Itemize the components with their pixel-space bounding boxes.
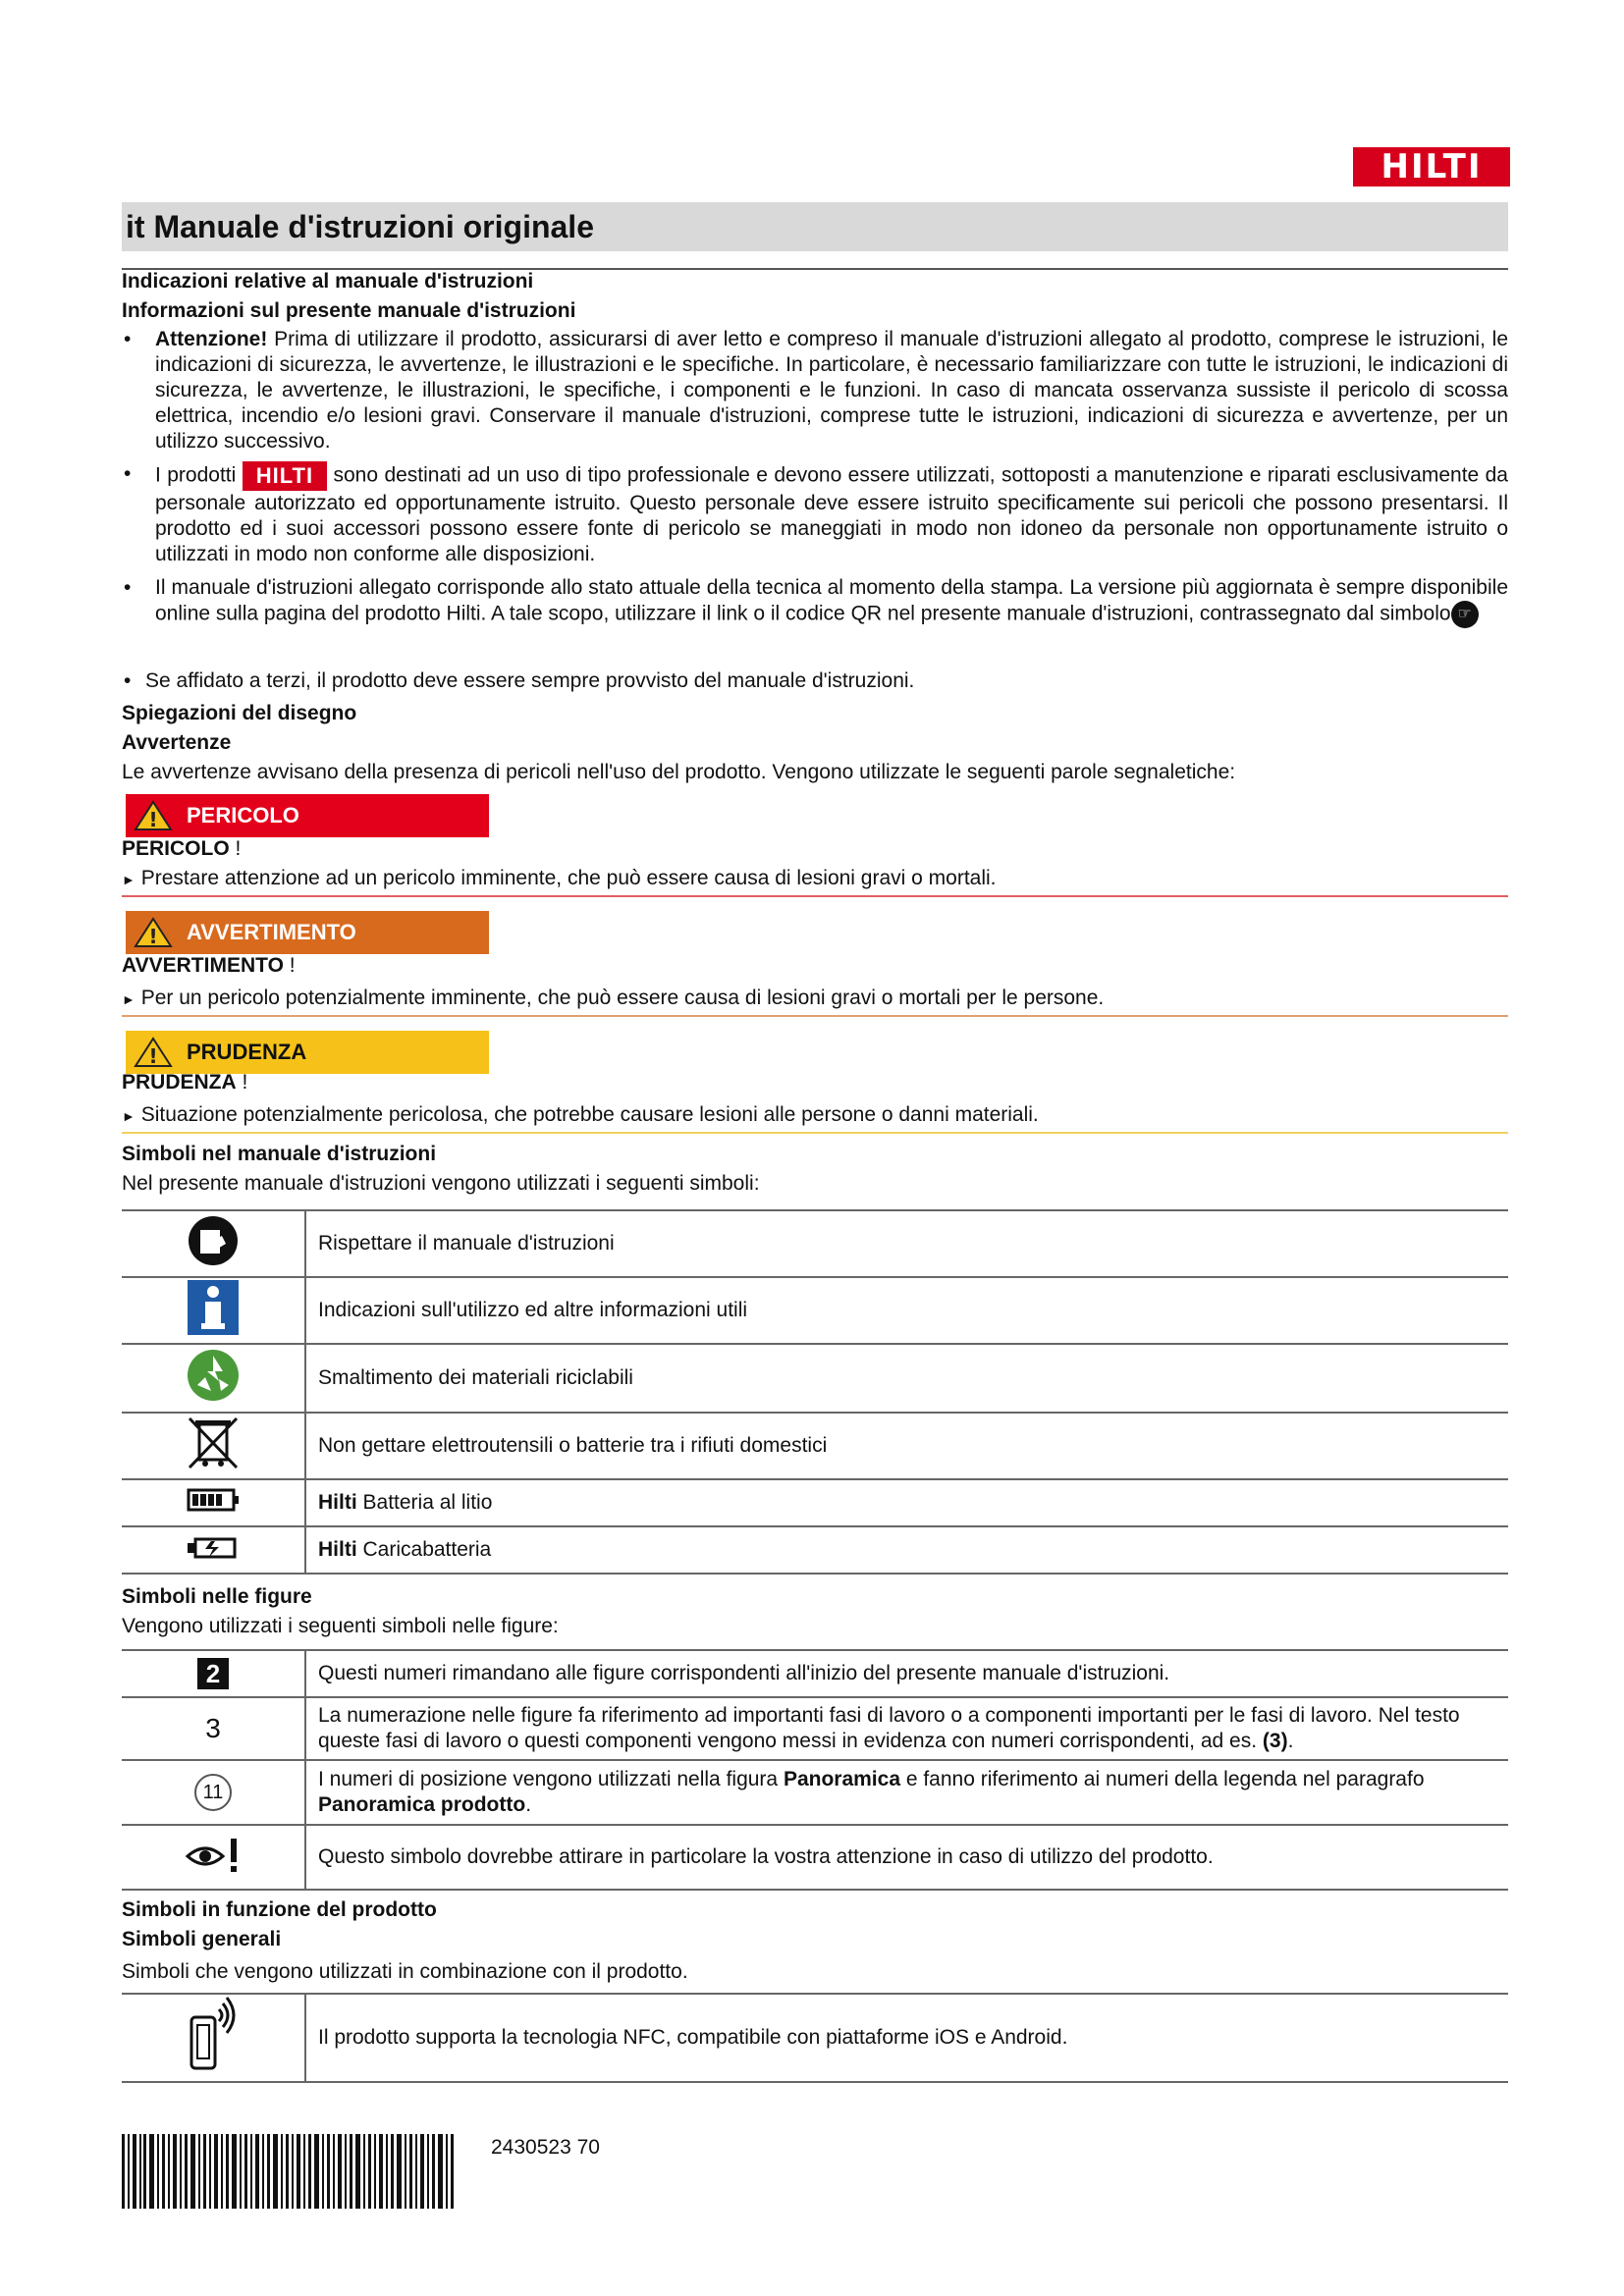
bullet4-text: Se affidato a terzi, il prodotto deve essere sempre provvisto del manuale d'istruzioni. (145, 669, 915, 692)
figure-number-icon: 2 (197, 1658, 229, 1689)
bullet3-text: Il manuale d'istruzioni allegato corrisponde allo stato attuale della tecnica al momento della stampa. La versione più aggiornata è sempre disponibile online sulla pagina del prodotto Hilti. A tale scopo, utilizzare il link o il codice QR nel presente manuale d'istruzioni, contrassegnato dal simbolo (155, 576, 1508, 625)
hilti-inline-logo: HILTI (243, 461, 327, 491)
list-item: • Il manuale d'istruzioni allegato corrisponde allo stato attuale della tecnica al momento della stampa. La versione più aggiornata è sempre disponibile online sulla pagina del prodotto Hilti. A tale scopo, utilizzare il link o il codice QR nel presente manuale d'istruzioni, contrassegnato dal simbolo ☞ (122, 575, 1508, 628)
warning-text: Situazione potenzialmente pericolosa, che potrebbe causare lesioni alle persone o danni materiali. (140, 1103, 1039, 1126)
document-number: 2430523 70 (491, 2136, 600, 2159)
bullet2-pre: I prodotti (155, 463, 243, 487)
nfc-phone-icon (184, 1996, 243, 2074)
bullet1-text: Prima di utilizzare il prodotto, assicurarsi di aver letto e compreso il manuale d'istruzioni allegato al prodotto, comprese le istruzioni, le indicazioni di sicurezza, le avvertenze, le illustrazioni e le specifiche. In particolare, è necessario familiarizzare con tutte le istruzioni, le indicazioni di sicurezza, le avvertenze, le illustrazioni, le specifiche, i componenti e le funzioni. In caso di mancata osservanza sussiste il pericolo di scossa elettrica, incendio e/o lesioni gravi. Conservare il manuale d'istruzioni, comprese tutte le istruzioni, indicazioni di sicurezza e avvertenze, per un utilizzo successivo. (155, 328, 1508, 453)
warning-triangle-icon (134, 1037, 173, 1068)
warning-word-line (122, 953, 1508, 979)
charger-icon (186, 1533, 241, 1561)
table-row (122, 1825, 1508, 1890)
table-cell-text: Non gettare elettroutensili o batterie tra i rifiuti domestici (305, 1413, 1508, 1479)
warning-text: Prestare attenzione ad un pericolo imminente, che può essere causa di lesioni gravi o mortali. (140, 867, 997, 889)
warning-banner-pericolo (126, 794, 489, 837)
warning-word: PRUDENZA (122, 1071, 237, 1094)
svg-text:!: ! (148, 925, 158, 948)
svg-text:!: ! (148, 1044, 158, 1068)
bullet1-strong: Attenzione! (155, 328, 268, 350)
table-cell-icon (122, 1526, 305, 1574)
list-item: • Se affidato a terzi, il prodotto deve essere sempre provvisto del manuale d'istruzioni. (122, 668, 1508, 694)
table-row (122, 1344, 1508, 1413)
table-row (122, 1697, 1508, 1760)
table-cell-icon (122, 1825, 305, 1890)
warning-banner-prudenza (126, 1031, 489, 1074)
info-icon (188, 1280, 239, 1335)
table-cell-icon (122, 1994, 305, 2082)
symbols-manual-table (122, 1209, 1508, 1575)
table-cell-icon (122, 1479, 305, 1526)
heading-simboli-figure: Simboli nelle figure (122, 1585, 312, 1608)
divider (122, 895, 1508, 897)
table-cell-icon (122, 1697, 305, 1760)
table-row (122, 1650, 1508, 1697)
table-cell-text: Hilti Caricabatteria (305, 1526, 1508, 1574)
manual-icon (187, 1214, 240, 1267)
table-cell-icon (122, 1760, 305, 1825)
avvertenze-intro: Le avvertenze avvisano della presenza di pericoli nell'uso del prodotto. Vengono utilizzate le seguenti parole segnaletiche: (122, 761, 1236, 783)
heading-simboli-manuale: Simboli nel manuale d'istruzioni (122, 1143, 437, 1165)
attention-eye-icon (184, 1835, 243, 1874)
heading-spiegazioni: Spiegazioni del disegno (122, 702, 357, 724)
warning-word: PERICOLO (122, 837, 230, 860)
bullet2-text: sono destinati ad un uso di tipo professionale e devono essere utilizzati, sottoposti a manutenzione e riparati esclusivamente da personale autorizzato ed opportunamente istruito. Questo personale deve essere istruito specificamente sui pericoli che possono presentarsi. Il prodotto ed i suoi accessori possono essere fonte di pericolo se maneggiati in modo non idoneo da personale non opportunamente istruito o utilizzati in modo non conforme alle disposizioni. (155, 463, 1508, 565)
heading-avvertenze: Avvertenze (122, 731, 232, 754)
table-cell-text: La numerazione nelle figure fa riferimento ad importanti fasi di lavoro o a componenti importanti per le fasi di lavoro. Nel testo queste fasi di lavoro o questi componenti vengono messi in evidenza con numeri corrispondenti, ad es. (3). (305, 1697, 1508, 1760)
table-row (122, 1413, 1508, 1479)
table-row (122, 1277, 1508, 1344)
barcode-image (122, 2134, 458, 2209)
heading-simboli-generali: Simboli generali (122, 1928, 282, 1950)
table-cell-text: Il prodotto supporta la tecnologia NFC, compatibile con piattaforme iOS e Android. (305, 1994, 1508, 2082)
manual-icon: ☞ (1451, 601, 1479, 628)
table-cell-text: Questi numeri rimandano alle figure corrispondenti all'inizio del presente manuale d'istruzioni. (305, 1650, 1508, 1697)
warning-text-line: ► Prestare attenzione ad un pericolo imminente, che può essere causa di lesioni gravi o mortali. (122, 867, 997, 889)
table-cell-text: Indicazioni sull'utilizzo ed altre informazioni utili (305, 1277, 1508, 1344)
warning-text: Per un pericolo potenzialmente imminente, che può essere causa di lesioni gravi o mortali per le persone. (140, 987, 1105, 1009)
table-cell-text: Rispettare il manuale d'istruzioni (305, 1210, 1508, 1277)
table-cell-icon (122, 1277, 305, 1344)
warning-banner-avvertimento (126, 911, 489, 954)
table-cell-text: I numeri di posizione vengono utilizzati nella figura Panoramica e fanno riferimento ai numeri della legenda nel paragrafo Panoramica prodotto. (305, 1760, 1508, 1825)
warning-triangle-icon (134, 800, 173, 831)
warning-triangle-icon (134, 917, 173, 948)
table-row (122, 1479, 1508, 1526)
simboli-figure-intro: Vengono utilizzati i seguenti simboli nelle figure: (122, 1615, 559, 1637)
heading-informazioni: Informazioni sul presente manuale d'istruzioni (122, 299, 576, 322)
warning-banner-label: AVVERTIMENTO (187, 920, 356, 944)
table-row (122, 1210, 1508, 1277)
simboli-generali-intro: Simboli che vengono utilizzati in combinazione con il prodotto. (122, 1960, 688, 1983)
table-cell-icon (122, 1210, 305, 1277)
heading-indicazioni: Indicazioni relative al manuale d'istruzioni (122, 270, 534, 293)
battery-icon (187, 1488, 240, 1512)
warning-word-line (122, 1070, 1508, 1095)
warning-text-line: ► Situazione potenzialmente pericolosa, che potrebbe causare lesioni alle persone o danni materiali. (122, 1103, 1039, 1126)
nfc-table (122, 1993, 1508, 2083)
warning-word-line (122, 836, 1508, 862)
warning-excl: ! (235, 837, 242, 860)
table-cell-icon (122, 1650, 305, 1697)
warning-banner-label: PRUDENZA (187, 1040, 307, 1064)
warning-banner-label: PERICOLO (187, 803, 299, 828)
svg-text:!: ! (148, 808, 158, 831)
figure-symbols-table (122, 1649, 1508, 1891)
divider (122, 1132, 1508, 1134)
table-cell-text: Smaltimento dei materiali riciclabili (305, 1344, 1508, 1413)
crossed-bin-icon (186, 1415, 241, 1471)
warning-text-line: ► Per un pericolo potenzialmente imminente, che può essere causa di lesioni gravi o mortali per le persone. (122, 987, 1105, 1009)
list-item: • Attenzione! Prima di utilizzare il prodotto, assicurarsi di aver letto e compreso il manuale d'istruzioni allegato al prodotto, comprese le istruzioni, le indicazioni di sicurezza, le avvertenze, le illustrazioni e le specifiche. In particolare, è necessario familiarizzare con tutte le istruzioni, le indicazioni di sicurezza, le avvertenze, le illustrazioni, le specifiche, i componenti e le funzioni. In caso di mancata osservanza sussiste il pericolo di scossa elettrica, incendio e/o lesioni gravi. Conservare il manuale d'istruzioni, comprese tutte le istruzioni, indicazioni di sicurezza e avvertenze, per un utilizzo successivo. (124, 328, 1508, 453)
warning-excl: ! (242, 1071, 248, 1094)
table-cell-text: Questo simbolo dovrebbe attirare in particolare la vostra attenzione in caso di utilizzo del prodotto. (305, 1825, 1508, 1890)
warning-word: AVVERTIMENTO (122, 954, 284, 977)
warning-excl: ! (289, 954, 296, 977)
simboli-manuale-intro: Nel presente manuale d'istruzioni vengono utilizzati i seguenti simboli: (122, 1172, 760, 1195)
heading-simboli-funzione: Simboli in funzione del prodotto (122, 1898, 437, 1921)
divider (122, 1015, 1508, 1017)
position-number-icon: 11 (194, 1774, 232, 1811)
hilti-logo: HILTI (1353, 147, 1510, 187)
table-cell-icon (122, 1413, 305, 1479)
recycle-icon (186, 1348, 241, 1403)
step-number-icon: 3 (205, 1713, 221, 1743)
list-item: • I prodotti HILTI sono destinati ad un uso di tipo professionale e devono essere utilizzati, sottoposti a manutenzione e riparati esclusivamente da personale autorizzato ed opportunamente istruito. Questo personale deve essere istruito specificamente sui pericoli che possono presentarsi. Il prodotto ed i suoi accessori possono essere fonte di pericolo se maneggiati in modo non idoneo da personale non opportunamente istruito o utilizzati in modo non conforme alle disposizioni. (124, 462, 1508, 565)
page-title: it Manuale d'istruzioni originale (122, 202, 1508, 251)
table-cell-text: Hilti Batteria al litio (305, 1479, 1508, 1526)
table-row (122, 1760, 1508, 1825)
table-row (122, 1994, 1508, 2082)
table-cell-icon (122, 1344, 305, 1413)
table-row (122, 1526, 1508, 1574)
